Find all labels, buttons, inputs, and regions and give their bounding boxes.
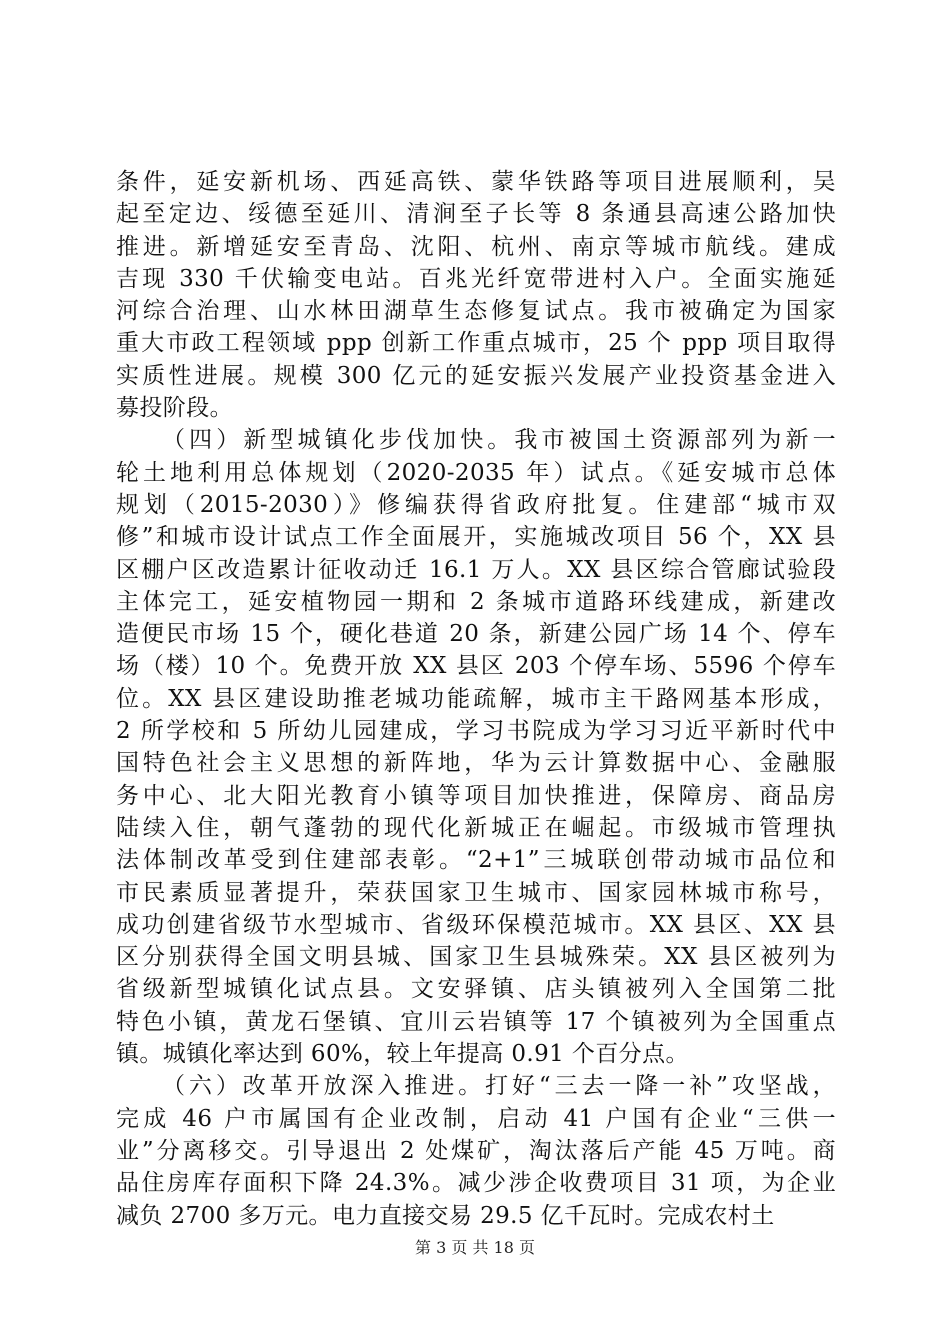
- text-line: 减负 2700 多万元。电力直接交易 29.5 亿千瓦时。完成农村土: [116, 1202, 775, 1229]
- text-line: 务中心、北大阳光教育小镇等项目加快推进，保障房、商品房: [116, 782, 836, 809]
- text-line: 业”分离移交。引导退出 2 处煤矿，淘汰落后产能 45 万吨。商: [116, 1137, 836, 1164]
- text-line: 特色小镇，黄龙石堡镇、宜川云岩镇等 17 个镇被列为全国重点: [116, 1008, 836, 1035]
- text-line: 造便民市场 15 个，硬化巷道 20 条，新建公园广场 14 个、停车: [116, 621, 836, 648]
- text-line: 市民素质显著提升，荣获国家卫生城市、国家园林城市称号，: [116, 879, 836, 906]
- text-line: 条件，延安新机场、西延高铁、蒙华铁路等项目进展顺利，吴: [116, 169, 836, 195]
- text-line: 河综合治理、山水林田湖草生态修复试点。我市被确定为国家: [116, 298, 836, 325]
- page-footer: 第 3 页 共 18 页: [415, 1238, 535, 1257]
- text-line: 推进。新增延安至青岛、沈阳、杭州、南京等城市航线。建成: [116, 233, 836, 260]
- text-line: 成功创建省级节水型城市、省级环保模范城市。XX 县区、XX 县: [116, 911, 836, 938]
- text-line: 法体制改革受到住建部表彰。“2+1”三城联创带动城市品位和: [116, 847, 836, 874]
- text-line: 场（楼）10 个。免费开放 XX 县区 203 个停车场、5596 个停车: [116, 653, 836, 680]
- text-line: 主体完工，延安植物园一期和 2 条城市道路环线建成，新建改: [116, 588, 836, 615]
- text-line: 区棚户区改造累计征收动迁 16.1 万人。XX 县区综合管廊试验段: [116, 556, 836, 583]
- body-text: [116, 166, 836, 1232]
- text-line: 省级新型城镇化试点县。文安驿镇、店头镇被列入全国第二批: [116, 976, 836, 1003]
- text-line: （四）新型城镇化步伐加快。我市被国土资源部列为新一: [162, 427, 836, 454]
- text-line: 修”和城市设计试点工作全面展开，实施城改项目 56 个，XX 县: [116, 524, 836, 551]
- text-line: 实质性进展。规模 300 亿元的延安振兴发展产业投资基金进入: [116, 362, 836, 389]
- text-line: 吉现 330 千伏输变电站。百兆光纤宽带进村入户。全面实施延: [116, 265, 836, 292]
- text-line: 国特色社会主义思想的新阵地，华为云计算数据中心、金融服: [116, 750, 836, 777]
- text-line: 品住房库存面积下降 24.3%。减少涉企收费项目 31 项，为企业: [116, 1170, 836, 1197]
- text-line: 位。XX 县区建设助推老城功能疏解，城市主干路网基本形成，: [116, 685, 836, 712]
- text-line: 完成 46 户市属国有企业改制，启动 41 户国有企业“三供一: [116, 1105, 836, 1132]
- text-line: 区分别获得全国文明县城、国家卫生县城殊荣。XX 县区被列为: [116, 944, 836, 971]
- text-line: 镇。城镇化率达到 60%，较上年提高 0.91 个百分点。: [116, 1041, 689, 1068]
- text-line: 募投阶段。: [116, 395, 233, 422]
- text-line: 重大市政工程领域 ppp 创新工作重点城市，25 个 ppp 项目取得: [116, 330, 836, 357]
- text-line: 轮土地利用总体规划（2020-2035 年）试点。《延安城市总体: [116, 459, 836, 486]
- text-line: 2 所学校和 5 所幼儿园建成，学习书院成为学习习近平新时代中: [116, 718, 836, 745]
- text-line: （六）改革开放深入推进。打好“三去一降一补”攻坚战，: [162, 1073, 836, 1100]
- text-line: 陆续入住，朝气蓬勃的现代化新城正在崛起。市级城市管理执: [116, 814, 836, 841]
- text-line: 起至定边、绥德至延川、清涧至子长等 8 条通县高速公路加快: [116, 201, 836, 228]
- text-line: 规划（2015-2030）》修编获得省政府批复。住建部“城市双: [116, 491, 836, 518]
